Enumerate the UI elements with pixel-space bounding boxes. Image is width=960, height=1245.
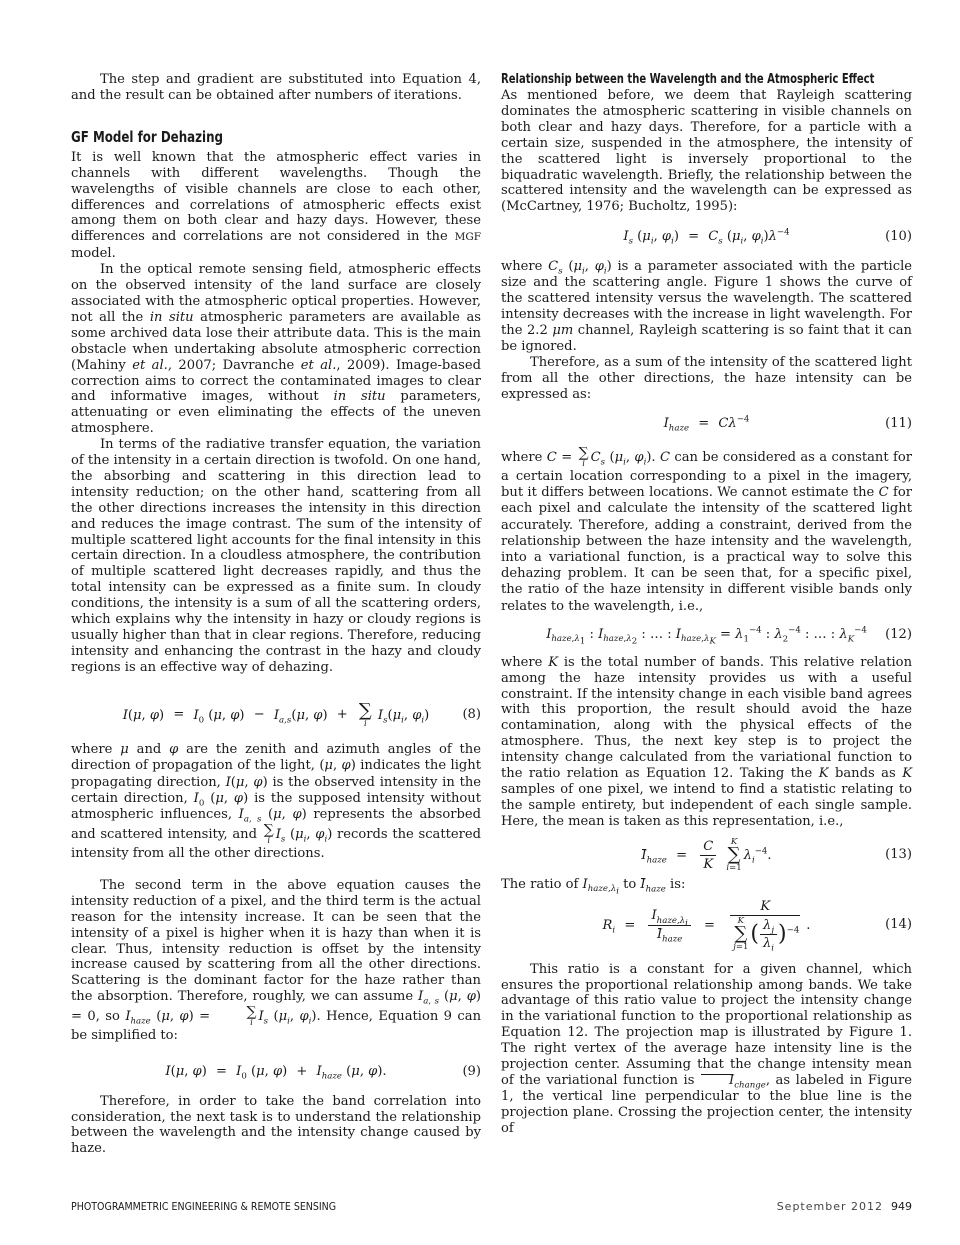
paragraph-haze-intensity: Therefore, as a sum of the intensity of the scattered light from all the other directions, the haze intensity can be expressed as: <box>501 354 912 402</box>
equation-13: I $_{haze}$ = $\frac{C}{K}$ K ∑ i=1 $\lambda_i^{-4}$. (13) <box>641 836 912 874</box>
paragraph-equation-8-terms: where μ and φ are the zenith and azimuth angles of the direction of propagation of the light, (μ, φ) indicates the light propagating direction, I(μ, φ) is the observed intensity in the certain direction, $I_0$ (μ, φ) is the supposed intensity without atmospheric influences, $I_{a, s}$ (μ, φ) represents the absorbed and scattered intensity, and ∑ i $I_s$ ($\mu_i$, $\varphi_i$) records the scattered intensity from all the other directions. <box>71 742 482 861</box>
paragraph-wavelength-variation: It is well known that the atmospheric effect varies in channels with different wavelengths. Though the wavelengths of visible channels are close to each other, differences and correlations of atmospheric effects exist among them on both clear and hazy days. However, these differences and correlations are not considered in the MGF model. <box>71 149 481 262</box>
page-footer <box>71 1200 912 1216</box>
footer-date-page <box>777 1200 912 1213</box>
paragraph-rayleigh: As mentioned before, we deem that Rayleigh scattering dominates the atmospheric scattering in visible channels on both clear and hazy days. Therefore, for a particle with a certain size, suspended in the atmosphere, the intensity of the scattered light is inversely proportional to the biquadratic wavelength. Briefly, the relationship between the scattered intensity and the wavelength can be expressed as (McCartney, 1976; Bucholtz, 1995): <box>501 88 912 215</box>
paragraph-cs-parameter: where $C_s$ ($\mu_i$, $\varphi_i$) is a parameter associated with the particle size and the scattering angle. Figure 1 shows the curve of the scattered intensity versus the wavelength. The scattered intensity decreases with the increase in light wavelength. For the 2.2 μm channel, Rayleigh scattering is so faint that it can be ignored. <box>501 259 913 354</box>
equation-11: $I_{haze} = C\lambda^{-4}$ (11) <box>663 415 912 435</box>
subsection-heading-wavelength: Relationship between the Wavelength and the Atmospheric Effect <box>501 72 875 87</box>
right-column <box>501 72 912 1137</box>
paragraph-relative-relation: where K is the total number of bands. This relative relation among the haze intensity provides us with a useful constraint. If the intensity change in each visible band agrees with this proportion, the result should avoid the haze contamination, along with the physical effects of the atmosphere. Thus, the next key step is to project the intensity change calculated from the variational function to the ratio relation as Equation 12. Taking the K bands as K samples of one pixel, we intend to find a statistic relating to the sample entirety, but independent of each single sample. Here, the mean is taken as this representation, i.e., <box>501 654 912 829</box>
paragraph-band-correlation: Therefore, in order to take the band correlation into consideration, the next task is to understand the relationship between the wavelength and the intensity change caused by haze. <box>71 1093 481 1157</box>
paragraph-iterations: The step and gradient are substituted into Equation 4, and the result can be obtained after numbers of iterations. <box>71 72 481 103</box>
equation-9-number: (9) <box>462 1063 481 1079</box>
paragraph-radiative-transfer: In terms of the radiative transfer equation, the variation of the intensity in a certain direction is twofold. On one hand, the absorbing and scattering in this direction lead to intensity reduction; on the other hand, scattering from all the other directions increases the intensity in this direction and reduces the image contrast. The sum of the intensity of multiple scattered light accounts for the final intensity in this certain direction. In a cloudless atmosphere, the contribution of multiple scattered light decreases rapidly, and thus the total intensity can be expressed as a finite sum. In cloudy conditions, the intensity is a sum of all the scattering orders, which explains why the intensity in hazy or cloudy regions is usually higher than that in clear regions. Therefore, reducing intensity and enhancing the contrast in the hazy and cloudy regions is an effective way of dehazing. <box>71 437 481 675</box>
equation-13-number: (13) <box>885 847 912 863</box>
equation-9: I(μ, $\varphi) = I_0$ (μ, $\varphi) + I_{haze}$ (μ, φ). (9) <box>165 1063 481 1082</box>
page-number: 949 <box>891 1200 912 1213</box>
section-heading-gf-model: GF Model for Dehazing <box>71 127 223 146</box>
equation-11-number: (11) <box>885 416 912 432</box>
paragraph-remote-sensing: In the optical remote sensing field, atmospheric effects on the observed intensity of the land surface are closely associated with the atmospheric optical properties. However, not all the in situ atmospheric parameters are available as some archived data lose their attribute data. This is the main obstacle when undertaking absolute atmospheric correction (Mahiny et al., 2007; Davranche et al., 2009). Image-based correction aims to correct the contaminated images to clear and informative images, without in situ parameters, attenuating or even eliminating the effects of the uneven atmosphere. <box>71 262 482 437</box>
equation-10: $I_s$ ($\mu_i$, $\varphi_i) = C_s$ ($\mu_i$, $\varphi_i)\lambda^{-4}$ (10) <box>623 227 912 247</box>
paragraph-ratio-intro: The ratio of $I_{haze,\lambda_i}$ to I $_{haze}$ is: <box>501 876 686 898</box>
issue-date: September 2012 <box>776 1200 883 1213</box>
left-column <box>71 72 481 1157</box>
equation-8: I(μ, $\varphi) = I_0$ (μ, $\varphi) - I_{a,s}(\mu$, φ) + ∑ i $I_s(\mu_i$, $\varphi_i$) (8) <box>122 699 481 729</box>
paragraph-second-term: The second term in the above equation causes the intensity reduction of a pixel, and the third term is the actual reason for the intensity increase. It can be seen that the intensity of a pixel is higher when it is hazy than when it is clear. Thus, intensity reduction is offset by the intensity increase caused by scattering from all the other directions. Scattering is the dominant factor for the haze rather than the absorption. Therefore, roughly, we can assume $I_{a, s}$ (μ, φ) = 0, so $I_{haze}$ (μ, φ) = ∑ i $I_s$ ($\mu_i$, $\varphi_i$). Hence, Equation 9 can be simplified to: <box>71 877 482 1043</box>
equation-12-number: (12) <box>885 626 912 642</box>
journal-name: PHOTOGRAMMETRIC ENGINEERING & REMOTE SENSING <box>71 1200 337 1213</box>
equation-14: $R_i$ = $I_{haze,\lambda_i}$ I $_{haze}$ = K K ∑ j=1 ( $\frac{\lambda_j}{\lambda_i}$ )$^{-4}$ . (14) <box>602 898 912 954</box>
paragraph-constant-c: where C = ∑ i $C_s$ ($\mu_i$, $\varphi_i$). C can be considered as a constant for a certain location corresponding to a pixel in the imagery, but it differs between locations. We cannot estimate the C for each pixel and calculate the intensity of the scattered light accurately. Therefore, adding a constraint, derived from the relationship between the haze intensity and the wavelength, into a variational function, is a practical way to solve this dehazing problem. It can be seen that, for a specific pixel, the ratio of the haze intensity in different visible bands only relates to the wavelength, i.e., <box>501 445 913 614</box>
equation-10-number: (10) <box>885 229 912 245</box>
equation-8-number: (8) <box>462 706 481 722</box>
equation-12: $I_{haze,\lambda_1}$ : $I_{haze,\lambda_2}$ : … : $I_{haze,\lambda_K} = \lambda_1^{-4}$ : $\lambda_2^{-4}$ : … : $\lambda_K^{-4}$ (12) <box>546 625 912 648</box>
equation-14-number: (14) <box>885 917 912 933</box>
paragraph-projection: This ratio is a constant for a given channel, which ensures the proportional relationship among bands. We take advantage of this ratio value to project the intensity change in the variational function to the proportional relationship as Equation 12. The projection map is illustrated by Figure 1. The right vertex of the average haze intensity line is the projection center. Assuming that the change intensity mean of the variational function is I $_{change}$, as labeled in Figure 1, the vertical line perpendicular to the blue line is the projection plane. Crossing the projection center, the intensity of <box>501 961 912 1136</box>
